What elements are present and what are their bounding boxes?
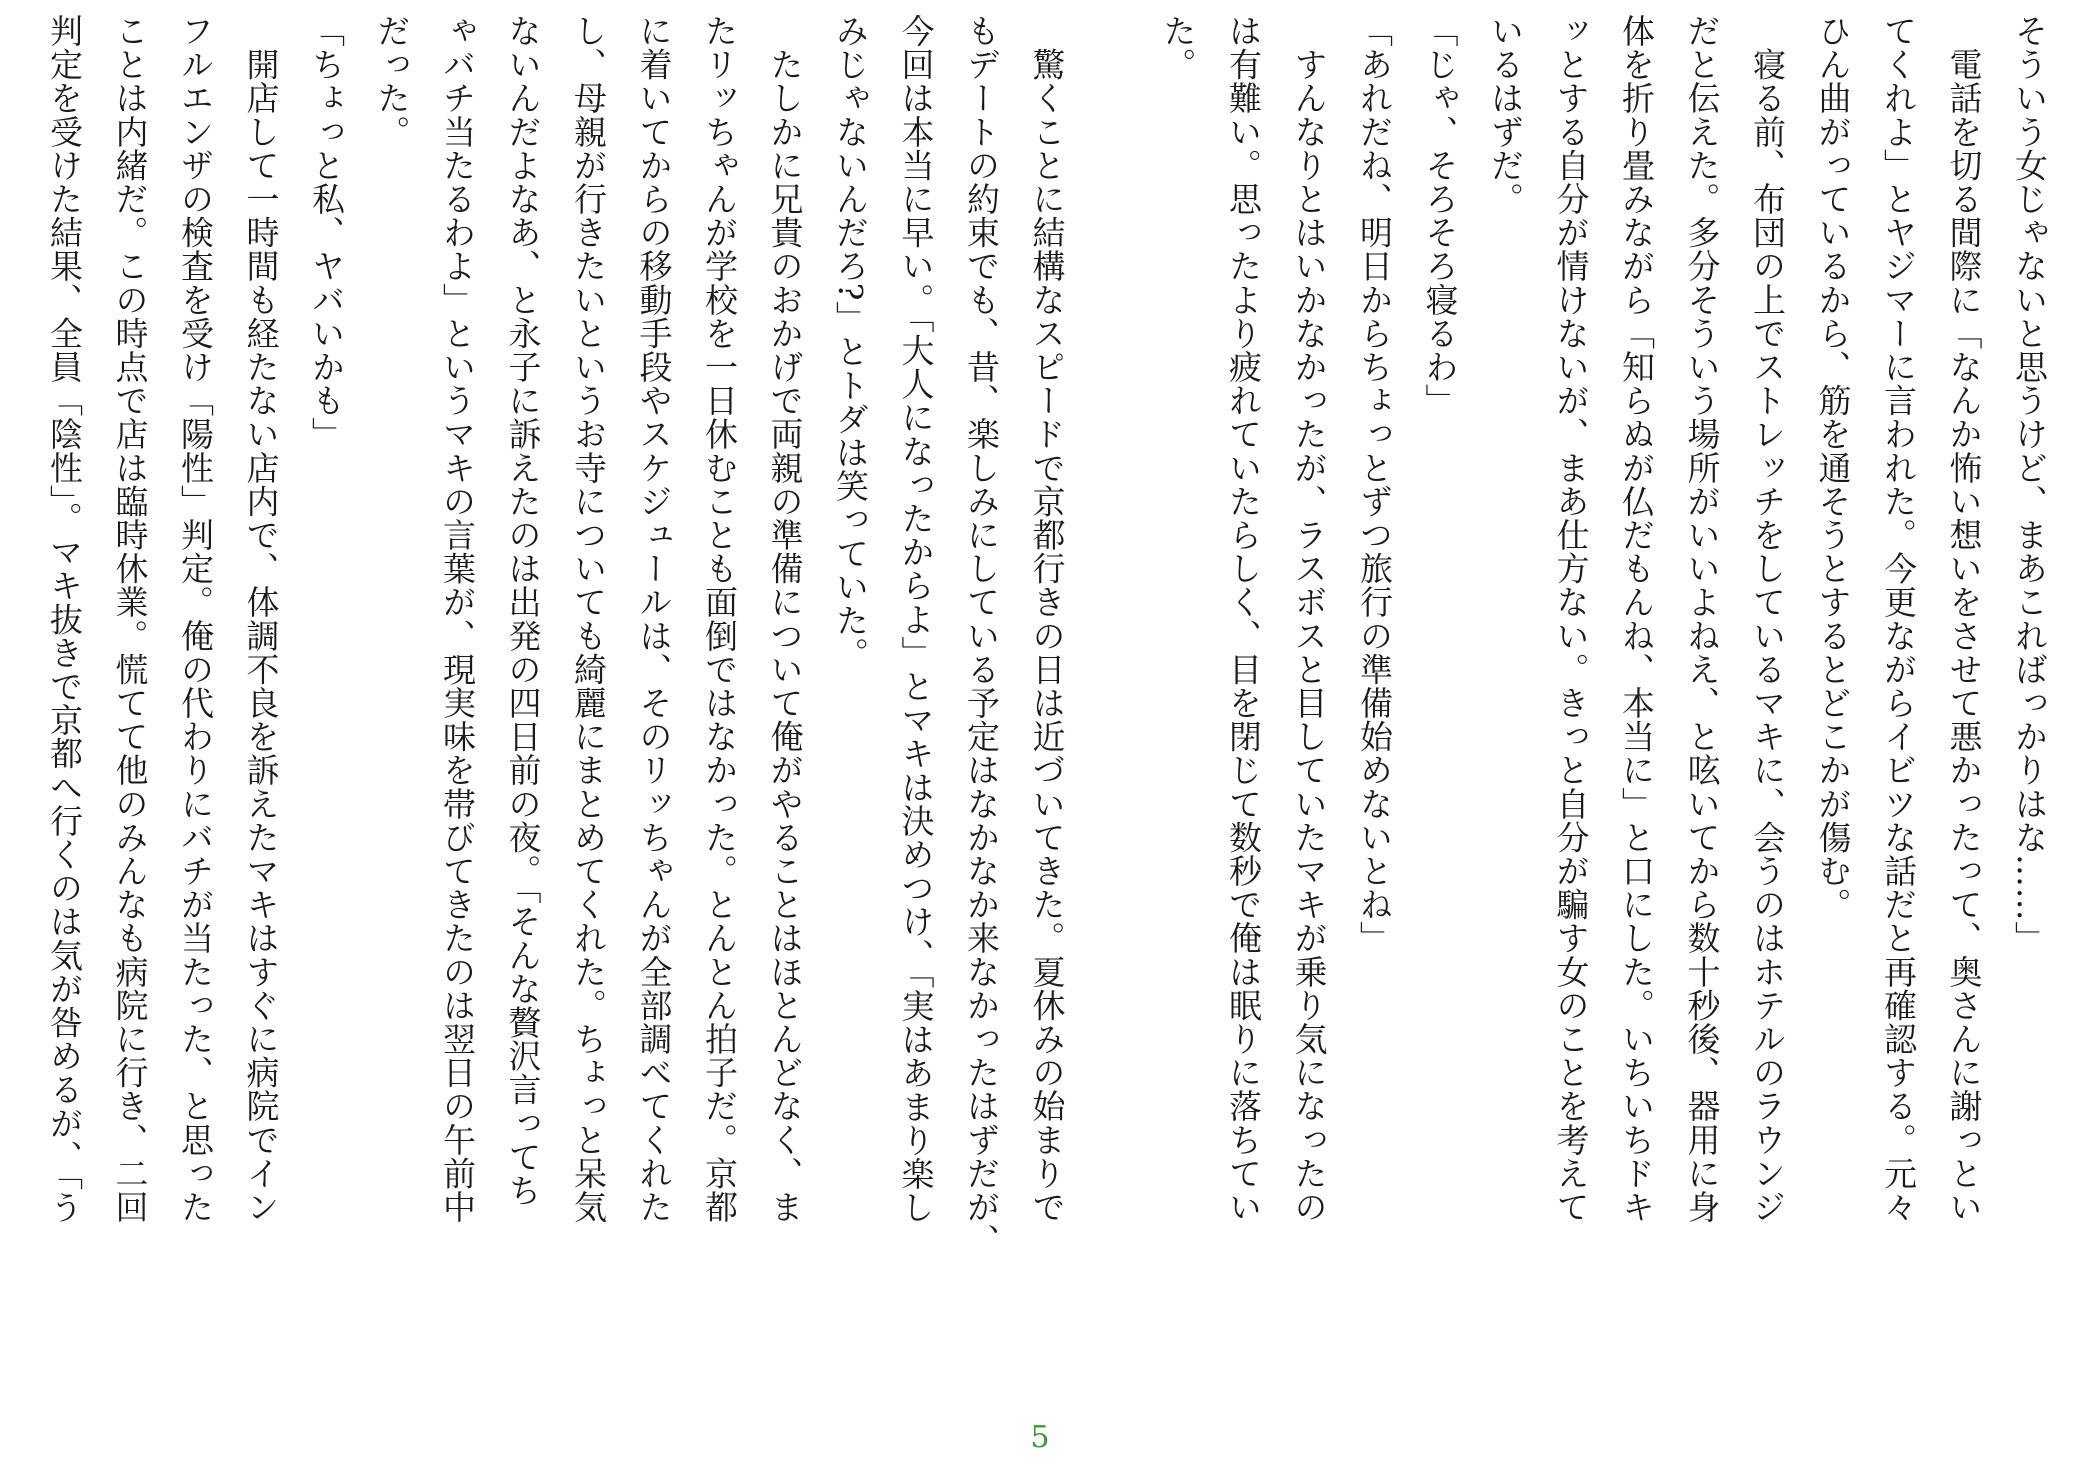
- text-line: たしかに兄貴のおかげで両親の準備について俺がやることはほとんどなく、ま: [765, 14, 805, 1224]
- text-line: すんなりとはいかなかったが、ラスボスと目していたマキが乗り気になったの: [1289, 14, 1329, 1224]
- text-line: 電話を切る間際に「なんか怖い想いをさせて悪かったって、奥さんに謝っとい: [1944, 14, 1984, 1224]
- text-line: 驚くことに結構なスピードで京都行きの日は近づいてきた。夏休みの始まりで: [1027, 14, 1067, 1224]
- text-line: は有難い。思ったより疲れていたらしく、目を閉じて数秒で俺は眠りに落ちてい: [1224, 14, 1263, 1224]
- text-line: 「あれだね、明日からちょっとずつ旅行の準備始めないとね」: [1355, 14, 1394, 955]
- text-line: し、母親が行きたいというお寺についても綺麗にまとめてくれた。ちょっと呆気: [569, 14, 608, 1224]
- text-line: フルエンザの検査を受け「陽性」判定。俺の代わりにバチが当たった、と思った: [176, 14, 215, 1224]
- text-line: そういう女じゃないと思うけど、まあこればっかりはな……」: [2010, 14, 2049, 955]
- page-number: 5: [1030, 1420, 1050, 1455]
- text-line: ゃバチ当たるわよ」というマキの言葉が、現実味を帯びてきたのは翌日の午前中: [438, 14, 477, 1224]
- vertical-text-body: [32, 14, 2063, 1414]
- text-line: 寝る前、布団の上でストレッチをしているマキに、会うのはホテルのラウンジ: [1748, 14, 1787, 1224]
- text-line: に着いてからの移動手段やスケジュールは、そのリッちゃんが全部調べてくれた: [634, 14, 674, 1224]
- text-line: てくれよ」とヤジマーに言われた。今更ながらイビツな話だと再確認する。元々: [1879, 14, 1918, 1224]
- text-line: もデートの約束でも、昔、楽しみにしている予定はなかなか来なかったはずだが、: [962, 14, 1001, 1258]
- text-line: 今回は本当に早い。「大人になったからよ」とマキは決めつけ、「実はあまり楽し: [896, 14, 936, 1225]
- text-line: た。: [1158, 14, 1198, 82]
- text-line: ないんだよなあ、と永子に訴えたのは出発の四日前の夜。「そんな贅沢言ってち: [503, 14, 543, 1208]
- text-line: いるはずだ。: [1486, 14, 1525, 216]
- text-line: だと伝えた。多分そういう場所がいいよねえ、と呟いてから数十秒後、器用に身: [1682, 14, 1722, 1224]
- text-line: たリッちゃんが学校を一日休むことも面倒ではなかった。とんとん拍子だ。京都: [700, 14, 739, 1224]
- text-line: ことは内緒だ。この時点で店は臨時休業。慌てて他のみんなも病院に行き、二回: [110, 14, 150, 1224]
- text-line: 「じゃ、そろそろ寝るわ」: [1420, 14, 1460, 418]
- text-line: 判定を受けた結果、全員「陰性」。マキ抜きで京都へ行くのは気が咎めるが、「う: [45, 14, 84, 1225]
- text-line: みじゃないんだろ?」とトダは笑っていた。: [831, 14, 870, 671]
- text-line: 開店して一時間も経たない店内で、体調不良を訴えたマキはすぐに病院でイン: [241, 14, 281, 1224]
- text-line: だった。: [372, 14, 412, 149]
- text-line: ひん曲がっているから、筋を通そうとするとどこかが傷む。: [1813, 14, 1853, 922]
- section-break: [1080, 14, 1146, 1414]
- text-line: 体を折り畳みながら「知らぬが仏だもんね、本当に」と口にした。いちいちドキ: [1617, 14, 1656, 1224]
- text-line: 「ちょっと私、ヤバいかも」: [307, 14, 346, 451]
- text-line: ッとする自分が情けないが、まあ仕方ない。きっと自分が騙す女のことを考えて: [1551, 14, 1591, 1224]
